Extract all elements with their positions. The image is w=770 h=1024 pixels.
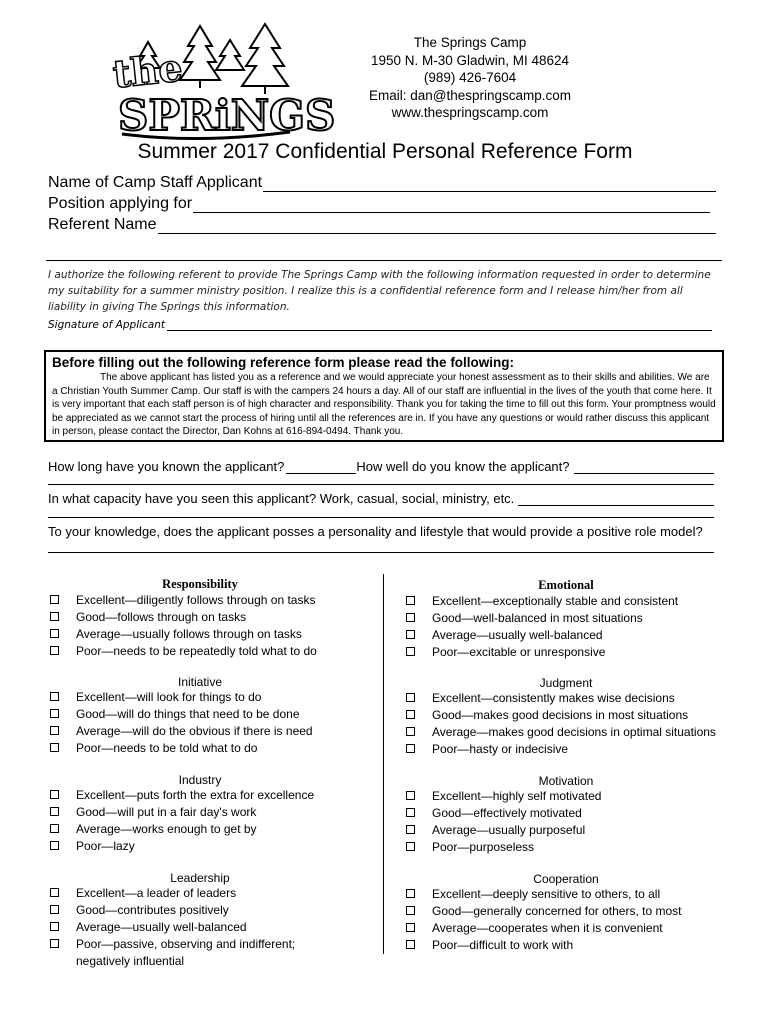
checkbox[interactable] <box>50 629 59 638</box>
rating-option[interactable]: Poor—lazy <box>50 838 370 855</box>
checkbox[interactable] <box>406 825 415 834</box>
checkbox[interactable] <box>50 841 59 850</box>
checkbox[interactable] <box>406 630 415 639</box>
rating-option[interactable]: Good—follows through on tasks <box>50 609 370 626</box>
rating-option[interactable]: Poor—purposeless <box>406 839 736 856</box>
referent-name-field[interactable] <box>158 219 717 234</box>
camp-name: The Springs Camp <box>413 35 527 50</box>
category-title: Initiative <box>177 675 223 689</box>
role-model-label: To your knowledge, does the applicant posses a personality and lifestyle that would provide a positive role model? <box>48 524 703 539</box>
answer-line[interactable] <box>48 517 714 518</box>
checkbox[interactable] <box>406 596 415 605</box>
referent-name-label: Referent Name <box>48 216 157 233</box>
camp-phone: (989) 426-7604 <box>423 70 517 85</box>
column-divider <box>383 574 384 954</box>
checkbox[interactable] <box>406 906 415 915</box>
svg-text:the: the <box>110 44 185 97</box>
category-cooperation <box>406 872 736 954</box>
rating-option[interactable]: Average—makes good decisions in optimal situations <box>406 724 736 741</box>
notice-body: The above applicant has listed you as a reference and we would appreciate your honest assessment as to their skills and abilities. We are a Christian Youth Summer Camp. Our staff is with the campers 24 hours a day. All of our staff are influential in the lives of the youth that come here. It is very important that each staff person is of high character and responsibility. Thank you for taking the time to fill out this form. Your promptness would be appreciated as we cannot start the process of hiring until all the references are in. If you have any questions or would rather discuss this applicant in person, please contact the Director, Dan Kohns at 616-894-0494. Thank you. <box>52 372 716 437</box>
rating-option[interactable]: Excellent—a leader of leaders <box>50 885 370 902</box>
signature-label: Signature of Applicant <box>48 319 166 331</box>
rating-option[interactable]: Poor—passive, observing and indifferent; negatively influential <box>50 936 370 970</box>
checkbox[interactable] <box>406 889 415 898</box>
checkbox[interactable] <box>406 727 415 736</box>
checkbox[interactable] <box>50 646 59 655</box>
rating-option[interactable]: Average—cooperates when it is convenient <box>406 920 736 937</box>
checkbox[interactable] <box>50 939 59 948</box>
capacity-field[interactable] <box>518 493 714 506</box>
checkbox[interactable] <box>406 923 415 932</box>
known-how-long-field[interactable] <box>286 461 356 474</box>
checkbox[interactable] <box>50 709 59 718</box>
category-title: Responsibility <box>162 577 238 591</box>
camp-email: Email: dan@thespringscamp.com <box>368 87 572 103</box>
known-how-long-label: How long have you known the applicant? <box>48 459 285 474</box>
rating-option[interactable]: Poor—difficult to work with <box>406 937 736 954</box>
rating-option[interactable]: Excellent—puts forth the extra for excellence <box>50 787 370 804</box>
rating-option[interactable]: Good—makes good decisions in most situations <box>406 707 736 724</box>
checkbox[interactable] <box>50 743 59 752</box>
rating-option[interactable]: Excellent—highly self motivated <box>406 788 736 805</box>
rating-option[interactable]: Poor—needs to be repeatedly told what to do <box>50 643 370 660</box>
know-how-well-field[interactable] <box>574 461 714 474</box>
applicant-name-label: Name of Camp Staff Applicant <box>48 174 263 191</box>
rating-option[interactable]: Excellent—deeply sensitive to others, to all <box>406 886 736 903</box>
rating-option[interactable]: Excellent—consistently makes wise decisions <box>406 690 736 707</box>
rating-option[interactable]: Good—effectively motivated <box>406 805 736 822</box>
checkbox[interactable] <box>406 791 415 800</box>
rating-option[interactable]: Excellent—diligently follows through on tasks <box>50 592 370 609</box>
answer-line[interactable] <box>48 484 714 485</box>
checkbox[interactable] <box>50 692 59 701</box>
checkbox[interactable] <box>406 808 415 817</box>
category-initiative <box>50 675 370 757</box>
applicant-name-row <box>48 174 716 192</box>
rating-option[interactable]: Average—usually purposeful <box>406 822 736 839</box>
position-field[interactable] <box>193 198 710 213</box>
checkbox[interactable] <box>50 807 59 816</box>
category-emotional <box>406 578 736 661</box>
checkbox[interactable] <box>50 905 59 914</box>
category-title: Industry <box>178 773 222 787</box>
category-title: Cooperation <box>533 872 599 886</box>
position-row <box>48 195 710 213</box>
checkbox[interactable] <box>406 744 415 753</box>
known-question-row <box>48 459 714 474</box>
rating-option[interactable]: Poor—needs to be told what to do <box>50 740 370 757</box>
rating-option[interactable]: Average—usually well-balanced <box>50 919 370 936</box>
role-model-question-row <box>48 524 714 539</box>
checkbox[interactable] <box>50 824 59 833</box>
signature-field[interactable] <box>167 320 712 331</box>
checkbox[interactable] <box>406 613 415 622</box>
role-model-field[interactable] <box>48 552 714 553</box>
checkbox[interactable] <box>406 710 415 719</box>
logo-trees-icon <box>100 22 336 142</box>
checkbox[interactable] <box>406 693 415 702</box>
category-title: Motivation <box>538 774 594 788</box>
category-leadership <box>50 871 370 970</box>
signature-row <box>48 319 712 331</box>
rating-option[interactable]: Good—will put in a fair day's work <box>50 804 370 821</box>
authorization-text: I authorize the following referent to provide The Springs Camp with the following information requested in order to determine my suitability for a summer ministry position. I realize this is a confidential reference form and I release him/her from all liability in giving The Springs this information. <box>48 269 711 313</box>
category-title: Emotional <box>538 578 594 592</box>
checkbox[interactable] <box>50 888 59 897</box>
rating-option[interactable]: Excellent—exceptionally stable and consistent <box>406 593 736 610</box>
rating-option[interactable]: Good—contributes positively <box>50 902 370 919</box>
form-title: Summer 2017 Confidential Personal Reference Form <box>137 140 633 163</box>
checkbox[interactable] <box>406 940 415 949</box>
rating-option[interactable]: Average—works enough to get by <box>50 821 370 838</box>
rating-option[interactable]: Average—will do the obvious if there is need <box>50 723 370 740</box>
capacity-question-row <box>48 491 714 506</box>
checkbox[interactable] <box>406 647 415 656</box>
camp-website: www.thespringscamp.com <box>391 105 549 120</box>
authorization-section <box>46 260 722 341</box>
rating-option[interactable]: Good—generally concerned for others, to most <box>406 903 736 920</box>
notice-heading: Before filling out the following reference form please read the following: <box>52 355 515 370</box>
rating-option[interactable]: Poor—excitable or unresponsive <box>406 644 736 661</box>
rating-option[interactable]: Average—usually well-balanced <box>406 627 736 644</box>
category-responsibility <box>50 577 370 660</box>
rating-option[interactable]: Good—will do things that need to be done <box>50 706 370 723</box>
checkbox[interactable] <box>50 595 59 604</box>
rating-option[interactable]: Poor—hasty or indecisive <box>406 741 736 758</box>
category-title: Judgment <box>539 676 593 690</box>
camp-contact-block <box>340 34 600 122</box>
checkbox[interactable] <box>50 726 59 735</box>
camp-address: 1950 N. M-30 Gladwin, MI 48624 <box>370 52 570 68</box>
referent-row <box>48 216 716 234</box>
checkbox[interactable] <box>50 922 59 931</box>
category-judgment <box>406 676 736 758</box>
checkbox[interactable] <box>50 612 59 621</box>
rating-option[interactable]: Excellent—will look for things to do <box>50 689 370 706</box>
position-label: Position applying for <box>48 195 193 212</box>
notice-box <box>44 350 724 442</box>
checkbox[interactable] <box>406 842 415 851</box>
checkbox[interactable] <box>50 790 59 799</box>
svg-text:SPRiNGS: SPRiNGS <box>118 91 336 140</box>
category-industry <box>50 773 370 855</box>
category-motivation <box>406 774 736 856</box>
capacity-label: In what capacity have you seen this applicant? Work, casual, social, ministry, etc. <box>48 491 515 506</box>
rating-option[interactable]: Good—well-balanced in most situations <box>406 610 736 627</box>
know-how-well-label: How well do you know the applicant? <box>356 459 570 474</box>
rating-option[interactable]: Average—usually follows through on tasks <box>50 626 370 643</box>
category-title: Leadership <box>170 871 230 885</box>
applicant-name-field[interactable] <box>263 177 716 192</box>
camp-logo <box>100 22 336 142</box>
